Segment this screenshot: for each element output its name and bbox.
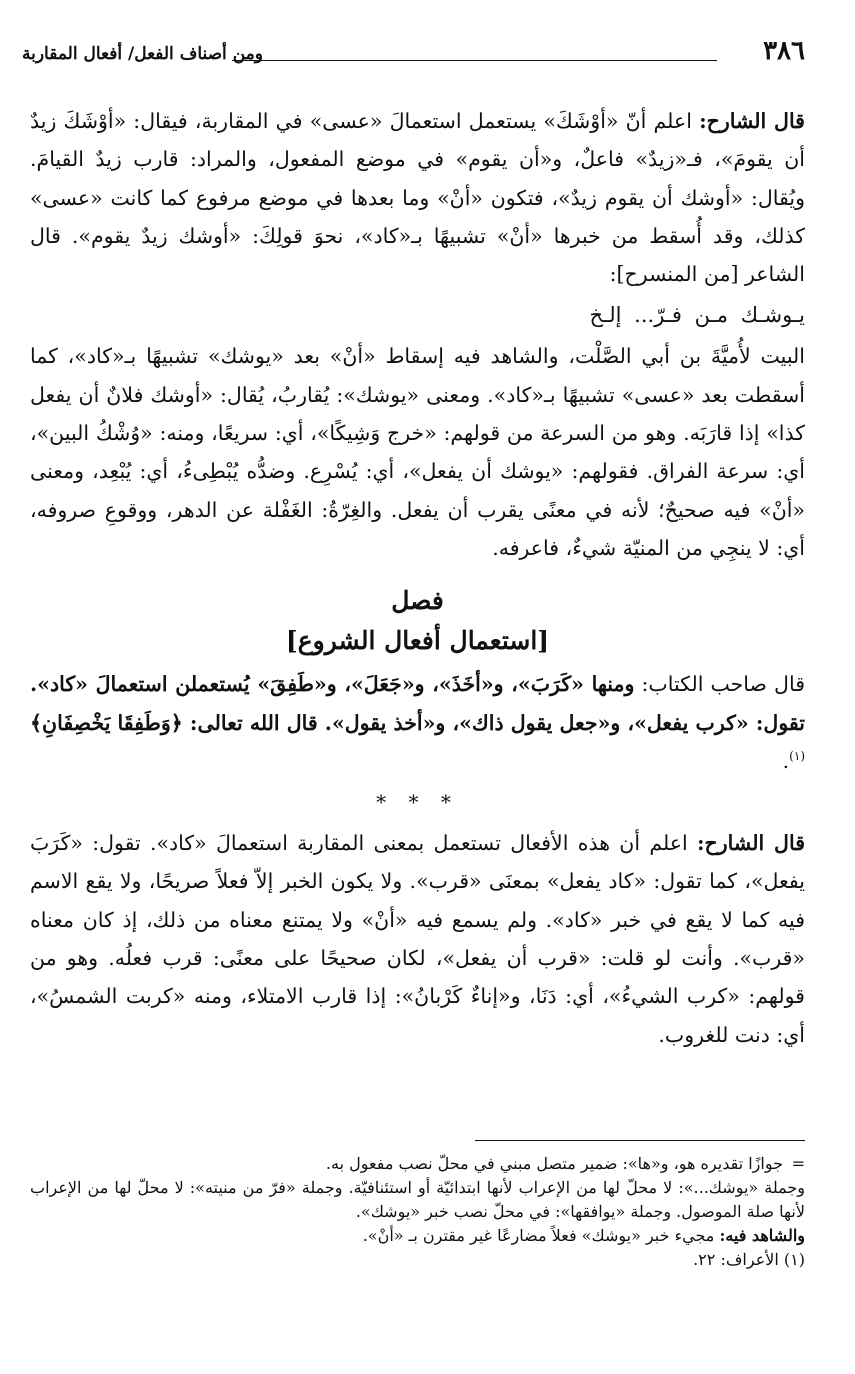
paragraph-author-text — [30, 665, 805, 780]
paragraph-commentary-1 — [30, 102, 805, 293]
commentator-label: قال الشارح: — [696, 831, 805, 856]
footnote-evidence — [30, 1224, 805, 1248]
separator-stars: * * * — [376, 790, 459, 815]
main-text — [30, 102, 805, 1054]
footnotes — [30, 1152, 805, 1272]
commentator-label: قال الشارح: — [699, 109, 805, 133]
paragraph-text: اعلم أنّ «أوْشَكَ» يستعمل استعمالَ «عسى» في المقاربة، فيقال: «أوْشَكَ زيدٌ أن يقومَ»، فـ«زيدٌ» فاعلٌ، و«أن يقوم» في موضع المفعول، والمراد: قارب زيدٌ القيامَ. ويُقال: «أوشك أن يقوم زيدٌ»، فتكون «أنْ» وما بعدها في موضع مرفوع كما كانت «عسى» كذلك، وقد أُسقط من خبرها «أنْ» تشبيهًا بـ«كاد»، نحوَ قولِكَ: «أوشك زيدٌ يقوم». قال الشاعر [من المنسرح]: — [30, 109, 805, 287]
footnote-text: مجيء خبر «يوشك» فعلاً مضارعًا غير مقترن بـ «أنْ». — [362, 1226, 720, 1245]
paragraph-commentary-2 — [30, 824, 805, 1054]
footnote-1 — [30, 1248, 805, 1272]
footnote-rule — [475, 1140, 805, 1141]
sentence-end: . — [782, 748, 790, 773]
author-quote: ومنها «كَرَبَ»، و«أخَذَ»، و«جَعَلَ»، و«طَفِقَ» يُستعملن استعمالَ «كاد». تقول: «كرب يفعل»، و«جعل يقول ذاك»، و«أخذ يقول». قال الله تعالى: ﴿وَطَفِقَا يَخْصِفَانِ﴾ — [30, 672, 805, 735]
section-subtitle: [استعمال أفعال الشروع] — [285, 626, 550, 656]
page-number: ٣٨٦ — [763, 36, 805, 66]
footnote-text: الأعراف: ٢٢. — [693, 1250, 784, 1269]
running-title: ومن أصناف الفعل/ أفعال المقاربة — [22, 44, 263, 64]
author-intro: قال صاحب الكتاب: — [634, 672, 805, 697]
header-rule — [232, 60, 717, 61]
footnote-continuation — [30, 1152, 805, 1176]
evidence-label: والشاهد فيه: — [719, 1226, 805, 1245]
footnote-text-parsing: وجملة «يوشك...»: لا محلّ لها من الإعراب لأنها ابتدائيّة أو استئنافيّة. وجملة «فرّ من منيته»: لا محلّ لها من الإعراب لأنها صلة الموصول. وجملة «يوافقها»: في محلّ نصب خبر «يوشك». — [30, 1178, 806, 1221]
continuation-marker: = — [791, 1154, 805, 1173]
paragraph-verse-explanation: البيت لأُميَّةَ بن أبي الصَّلْت، والشاهد فيه إسقاط «أنْ» بعد «يوشك» تشبيهًا بـ«كاد»، كما أسقطت بعد «عسى» تشبيهًا بـ«كاد». ومعنى «يوشك»: يُقاربُ، يُقال: «أوشك فلانٌ أن يفعل كذا» إذا قارَبَه. وهو من السرعة من قولهم: «خرج وَشِيكًا»، أي: سريعًا، ومنه: «وُشْكُ البين»، أي: سرعة الفراق. فقولهم: «يوشك أن يفعل»، أي: يُسْرِع. وضدُّه يُبْطِىءُ، أي: يُبْعِد، ومعنى «أنْ» فيه صحيحٌ؛ لأنه في معنًى يقرب أن يفعل. والغِرّةُ: الغَفْلة عن الدهر، ووقوعِ صروفه، أي: لا ينجِي من المنيّة شيءٌ، فاعرفه. — [30, 344, 805, 560]
section-title: فصل — [391, 586, 444, 616]
footnote-number: (١) — [783, 1250, 805, 1269]
page-header — [22, 36, 805, 76]
footnote-text: جوازًا تقديره هو، و«ها»: ضمير متصل مبني في محلّ نصب مفعول به. — [325, 1154, 783, 1173]
footnote-reference[interactable]: (١) — [789, 749, 805, 764]
poetry-verse: يـوشـك مـن فـرّ... إلـخ — [589, 303, 805, 328]
paragraph-text: اعلم أن هذه الأفعال تستعمل بمعنى المقاربة استعمالَ «كاد». تقول: «كَرَبَ يفعل»، كما تقول: «كاد يفعل» بمعنَى «قرب». ولا يكون الخبر إلاّ فعلاً صريحًا، ولا يقع الاسم فيه كما لا يقع في خبر «كاد». ولم يسمع فيه «أنْ» ولا يمتنع معناه من ذلك، إذ كان معناه «قرب». وأنت لو قلت: «قرب أن يفعل»، لكان صحيحًا على معنًى: قرب فعلُه. وهو من قولهم: «كرب الشيءُ»، أي: دَنَا، و«إناءٌ كَرْبانُ»: إذا قارب الامتلاء، ومنه «كربت الشمسُ»، أي: دنت للغروب. — [30, 831, 805, 1047]
